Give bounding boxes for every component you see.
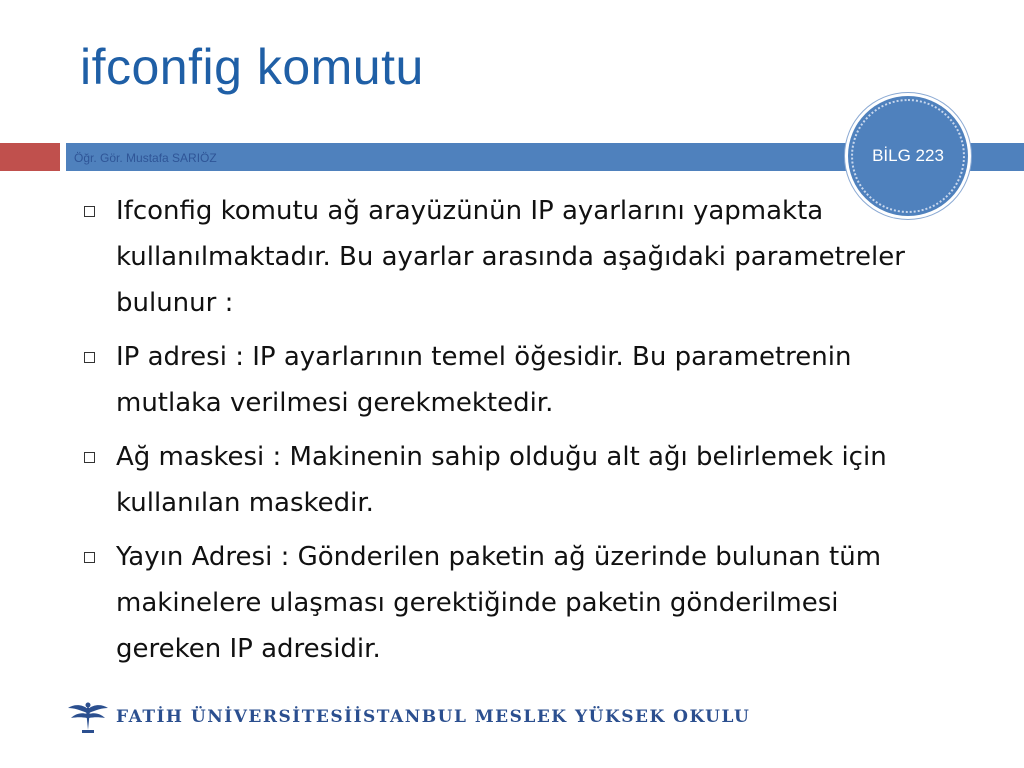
footer-university: FATİH ÜNİVERSİTESİ <box>116 707 354 727</box>
list-item <box>80 534 920 672</box>
bullet-list <box>80 188 920 680</box>
bullet-text: Ifconfig komutu ağ arayüzünün IP ayarlarını yapmakta kullanılmaktadır. Bu ayarlar arasında aşağıdaki parametreler bulunur : <box>116 196 905 318</box>
square-bullet-icon <box>84 552 95 563</box>
bullet-text: Yayın Adresi : Gönderilen paketin ağ üzerinde bulunan tüm makinelere ulaşması gerektiğinde paketin gönderilmesi gereken IP adresidir. <box>116 542 882 664</box>
header-band-red <box>0 143 60 171</box>
square-bullet-icon <box>84 452 95 463</box>
footer-banner <box>66 700 750 734</box>
list-item <box>80 334 920 426</box>
list-item <box>80 188 920 326</box>
slide-title: ifconfig komutu <box>80 39 424 95</box>
course-code: BİLG 223 <box>872 146 944 165</box>
university-emblem-icon <box>66 700 110 734</box>
author-name: Öğr. Gör. Mustafa SARIÖZ <box>74 151 217 165</box>
square-bullet-icon <box>84 352 95 363</box>
bullet-text: Ağ maskesi : Makinenin sahip olduğu alt ağı belirlemek için kullanılan maskedir. <box>116 442 887 518</box>
list-item <box>80 434 920 526</box>
square-bullet-icon <box>84 206 95 217</box>
footer-school: İSTANBUL MESLEK YÜKSEK OKULU <box>353 707 751 727</box>
bullet-text: IP adresi : IP ayarlarının temel öğesidir. Bu parametrenin mutlaka verilmesi gerekmektedir. <box>116 342 852 418</box>
